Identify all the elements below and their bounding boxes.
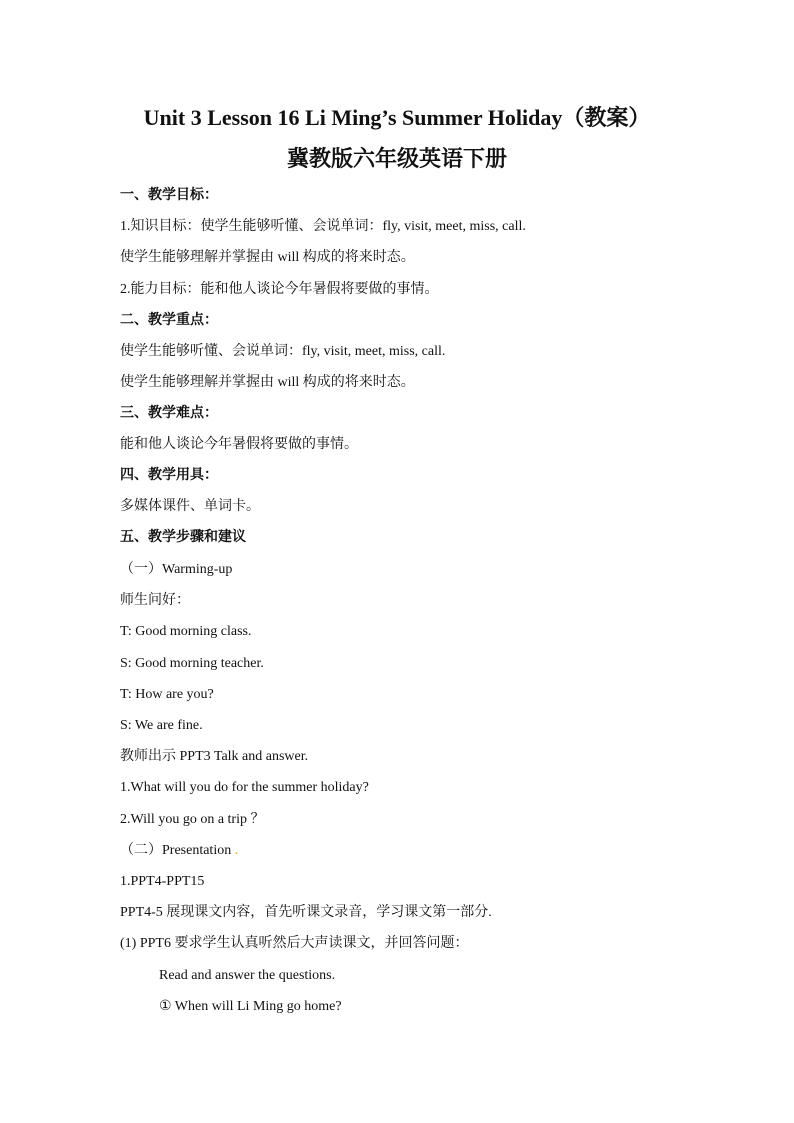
section-heading-objectives: 一、教学目标： <box>120 188 218 203</box>
subsection-heading-warming-up: （一）Warming-up <box>120 562 233 577</box>
subsection-heading-presentation: （二）Presentation . <box>120 843 239 858</box>
dialogue-line: S: Good morning teacher. <box>120 656 264 671</box>
paragraph-line: 师生问好： <box>120 593 190 608</box>
paragraph-line: Read and answer the questions. <box>159 968 336 983</box>
paragraph-line: 1.知识目标：使学生能够听懂、会说单词：fly, visit, meet, miss, call. <box>120 219 526 234</box>
paragraph-line: 使学生能够听懂、会说单词：fly, visit, meet, miss, call. <box>120 344 446 359</box>
dialogue-line: T: Good morning class. <box>120 624 252 639</box>
paragraph-line: 使学生能够理解并掌握由 will 构成的将来时态。 <box>120 375 415 390</box>
paragraph-line: (1) PPT6 要求学生认真听然后大声读课文，并回答问题： <box>120 936 469 951</box>
question-line: 1.What will you do for the summer holiday? <box>120 780 369 795</box>
document-subtitle: 冀教版六年级英语下册 <box>286 146 507 171</box>
question-line: 2.Will you go on a trip ？ <box>120 812 265 827</box>
dialogue-line: T: How are you? <box>120 687 214 702</box>
section-heading-steps: 五、教学步骤和建议 <box>120 530 246 545</box>
paragraph-line: 教师出示 PPT3 Talk and answer. <box>120 749 309 764</box>
question-line: ① When will Li Ming go home? <box>159 999 342 1014</box>
section-heading-key-points: 二、教学重点： <box>120 313 218 328</box>
paragraph-line: 使学生能够理解并掌握由 will 构成的将来时态。 <box>120 250 415 265</box>
paragraph-line: PPT4-5 展现课文内容，首先听课文录音，学习课文第一部分. <box>120 905 492 920</box>
document-title: Unit 3 Lesson 16 Li Ming’s Summer Holiday（教案） <box>143 105 651 130</box>
paragraph-line: 1.PPT4-PPT15 <box>120 874 205 889</box>
dialogue-line: S: We are fine. <box>120 718 203 733</box>
section-heading-teaching-aids: 四、教学用具： <box>120 468 218 483</box>
paragraph-line: 多媒体课件、单词卡。 <box>120 499 260 514</box>
section-heading-difficulties: 三、教学难点： <box>120 406 218 421</box>
paragraph-line: 2.能力目标：能和他人谈论今年暑假将要做的事情。 <box>120 282 439 297</box>
paragraph-line: 能和他人谈论今年暑假将要做的事情。 <box>120 437 358 452</box>
